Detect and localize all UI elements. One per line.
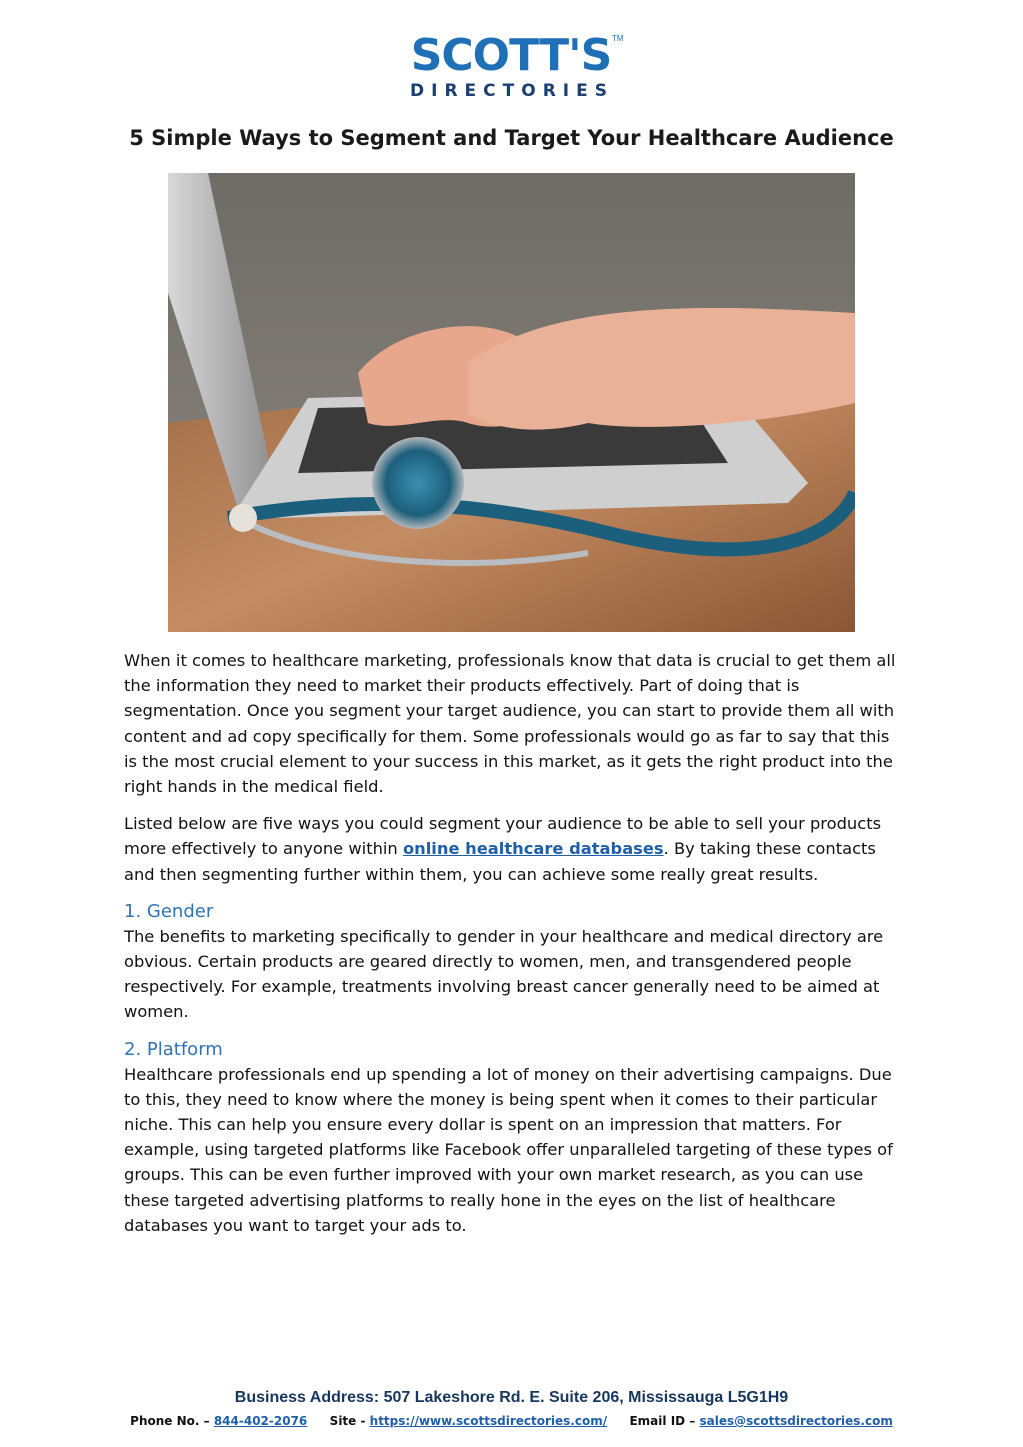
section-heading-platform: 2. Platform — [124, 1038, 223, 1060]
logo-wordmark: SCOTT'S — [410, 30, 612, 81]
scotts-directories-logo — [400, 28, 624, 108]
phone-label: Phone No. – — [130, 1414, 210, 1428]
photo-illustration — [168, 173, 855, 632]
email-label: Email ID – — [629, 1414, 696, 1428]
page-title: 5 Simple Ways to Segment and Target Your Healthcare Audience — [129, 126, 894, 150]
logo-subtitle: DIRECTORIES — [410, 81, 614, 101]
listing-text-before: Listed below are five ways you could segment your audience to be able to sell your products more effectively to anyone within — [124, 814, 882, 859]
phone-link[interactable]: 844-402-2076 — [213, 1414, 308, 1428]
site-link[interactable]: https://www.scottsdirectories.com/ — [369, 1414, 608, 1428]
logo-trademark: TM — [612, 34, 624, 43]
section-body-platform: Healthcare professionals end up spending a lot of money on their advertising campaigns. Due to this, they need to know where the money is being spent when it comes to their particular niche. This can help you ensure every dollar is spent on an impression that matters. For example, using targeted platforms like Facebook offer unparalleled targeting of these types of groups. This can be even further improved with your own market research, as you can use these targeted advertising platforms to really hone in the eyes on the list of healthcare databases you want to target your ads to. — [124, 1064, 893, 1235]
site-label: Site - — [329, 1414, 366, 1428]
listing-paragraph — [124, 811, 904, 887]
email-link[interactable]: sales@scottsdirectories.com — [699, 1414, 893, 1428]
intro-paragraph: When it comes to healthcare marketing, professionals know that data is crucial to get them all the information they need to market their products effectively. Part of doing that is segmentation. Once you segment your target audience, you can start to provide them all with content and ad copy specifically for them. Some professionals would go as far to say that this is the most crucial element to your success in this market, as it gets the right product into the right hands in the medical field. — [124, 651, 896, 797]
article-body — [124, 648, 904, 1250]
business-address: Business Address: 507 Lakeshore Rd. E. Suite 206, Mississauga L5G1H9 — [234, 1389, 789, 1406]
contact-line — [0, 1414, 1023, 1428]
listing-text-after: . By taking these contacts and then segmenting further within them, you can achieve some really great results. — [124, 839, 876, 884]
online-healthcare-databases-link[interactable]: online healthcare databases — [402, 839, 664, 859]
laptop-stethoscope-photo — [168, 173, 855, 632]
section-heading-gender: 1. Gender — [124, 900, 214, 922]
section-body-gender: The benefits to marketing specifically to gender in your healthcare and medical directory are obvious. Certain products are geared directly to women, men, and transgendered people respectively. For example, treatments involving breast cancer generally need to be aimed at women. — [124, 926, 884, 1022]
